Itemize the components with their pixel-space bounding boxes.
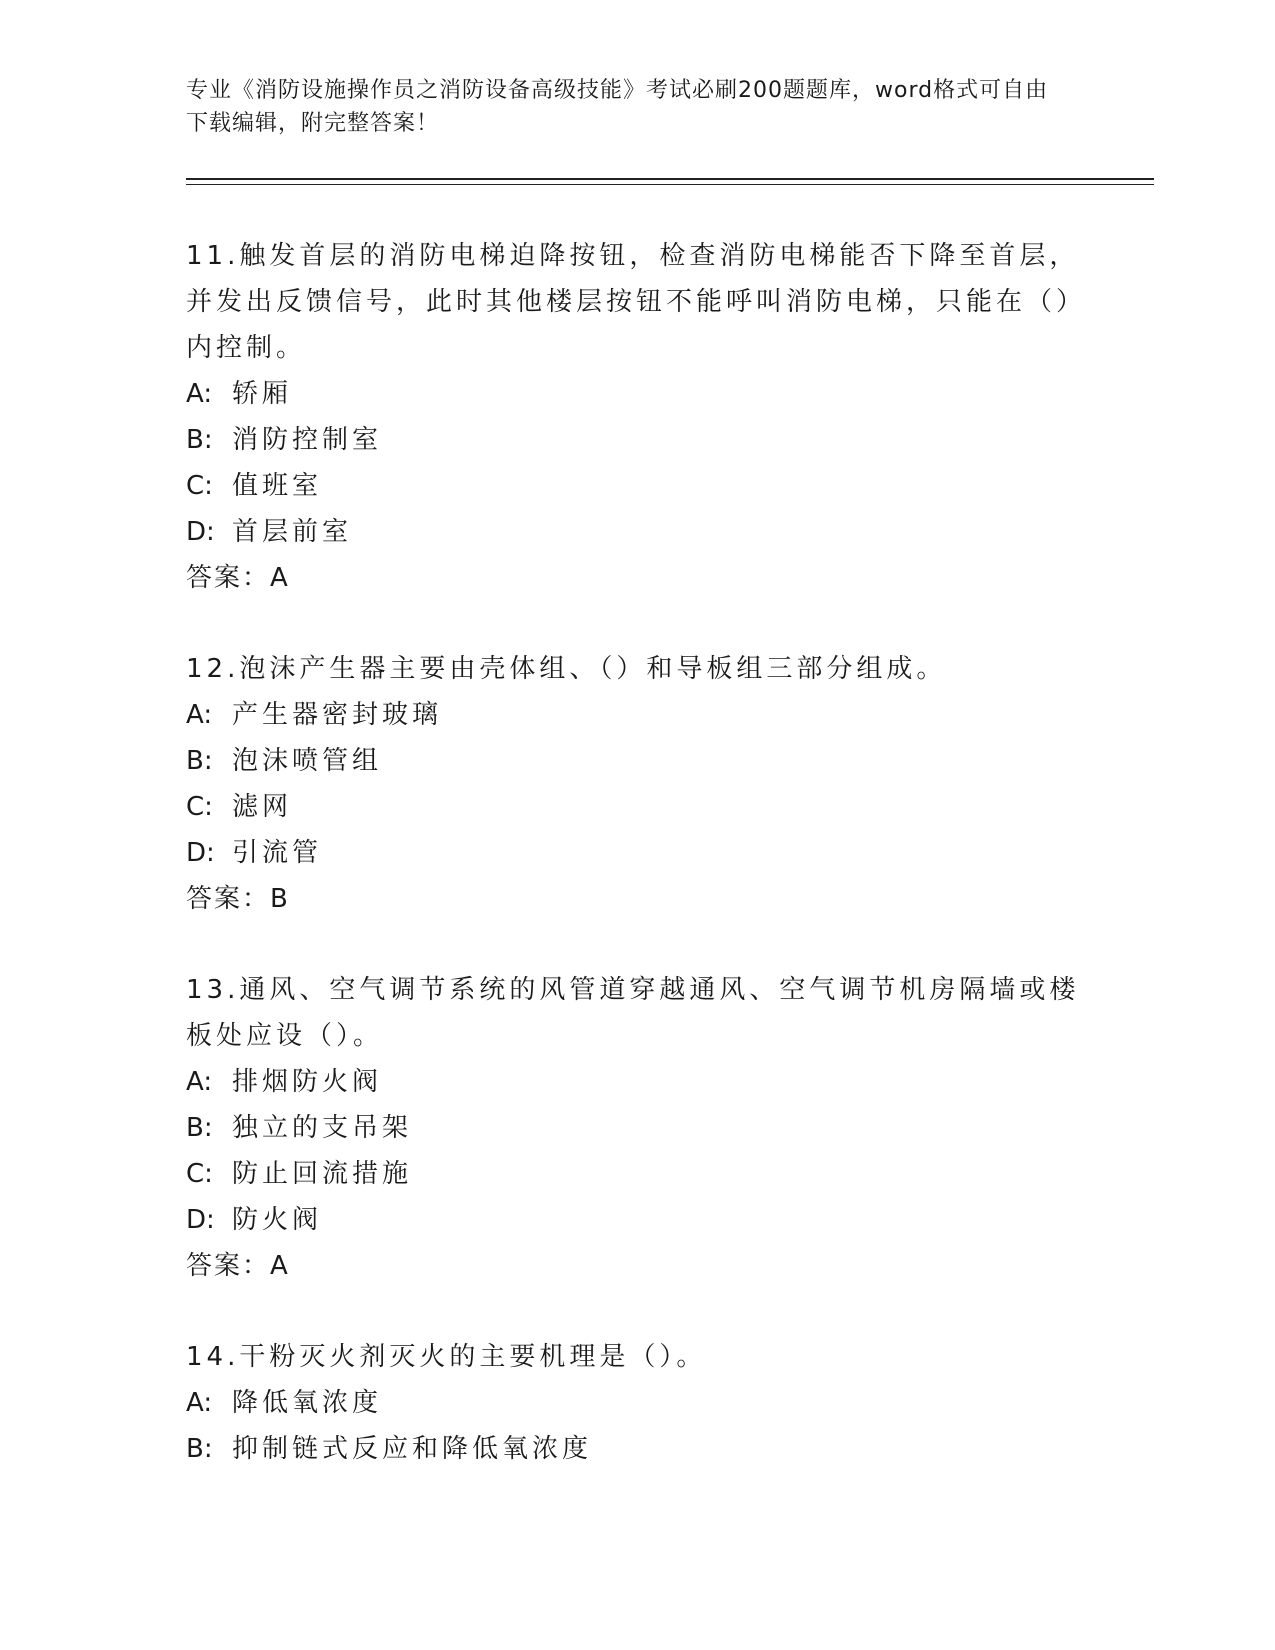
- option-text: 值班室: [232, 471, 323, 501]
- option-text: 防止回流措施: [232, 1159, 413, 1189]
- option-text: 降低氧浓度: [232, 1388, 383, 1418]
- option-text: 消防控制室: [232, 425, 383, 455]
- option-text: 泡沫喷管组: [232, 746, 383, 776]
- option-d: [186, 830, 1086, 876]
- option-label: C:: [186, 471, 213, 501]
- option-text: 产生器密封玻璃: [232, 700, 443, 730]
- question-text: 13.通风、空气调节系统的风管道穿越通风、空气调节机房隔墙或楼板处应设（）。: [186, 975, 1080, 1051]
- option-text: 首层前室: [232, 517, 353, 547]
- question-12: [186, 646, 1086, 922]
- option-a: [186, 1059, 1086, 1105]
- question-text: 14.干粉灭火剂灭火的主要机理是（）。: [186, 1342, 707, 1372]
- option-label: C:: [186, 1159, 213, 1189]
- option-label: B:: [186, 1434, 213, 1464]
- question-text: 12.泡沫产生器主要由壳体组、（）和导板组三部分组成。: [186, 654, 947, 684]
- option-label: D:: [186, 838, 215, 868]
- option-b: [186, 1426, 1086, 1472]
- option-c: [186, 1151, 1086, 1197]
- question-list: [186, 233, 1086, 1517]
- question-11: [186, 233, 1086, 601]
- option-d: [186, 509, 1086, 555]
- question-13: [186, 967, 1086, 1289]
- option-text: 排烟防火阀: [232, 1067, 383, 1097]
- option-label: B:: [186, 746, 213, 776]
- option-label: B:: [186, 1113, 213, 1143]
- option-a: [186, 692, 1086, 738]
- answer-line: 答案：A: [186, 563, 290, 593]
- option-b: [186, 738, 1086, 784]
- option-b: [186, 1105, 1086, 1151]
- question-14: [186, 1334, 1086, 1472]
- option-label: C:: [186, 792, 213, 822]
- option-text: 独立的支吊架: [232, 1113, 413, 1143]
- answer-line: 答案：A: [186, 1251, 290, 1281]
- option-label: A:: [186, 700, 213, 730]
- option-label: D:: [186, 517, 215, 547]
- option-label: A:: [186, 1388, 213, 1418]
- option-label: D:: [186, 1205, 215, 1235]
- option-a: [186, 1380, 1086, 1426]
- option-text: 轿厢: [232, 379, 293, 409]
- option-text: 引流管: [232, 838, 323, 868]
- answer-line: 答案：B: [186, 884, 290, 914]
- option-c: [186, 784, 1086, 830]
- document-header: 专业《消防设施操作员之消防设备高级技能》考试必刷200题题库，word格式可自由下载编辑，附完整答案！: [186, 78, 1049, 136]
- option-text: 滤网: [232, 792, 293, 822]
- option-d: [186, 1197, 1086, 1243]
- option-label: A:: [186, 1067, 213, 1097]
- option-label: A:: [186, 379, 213, 409]
- option-text: 防火阀: [232, 1205, 323, 1235]
- option-label: B:: [186, 425, 213, 455]
- option-a: [186, 371, 1086, 417]
- option-text: 抑制链式反应和降低氧浓度: [232, 1434, 593, 1464]
- question-text: 11.触发首层的消防电梯迫降按钮，检查消防电梯能否下降至首层，并发出反馈信号，此时其他楼层按钮不能呼叫消防电梯，只能在（）内控制。: [186, 241, 1087, 363]
- option-c: [186, 463, 1086, 509]
- option-b: [186, 417, 1086, 463]
- header-divider: [186, 178, 1154, 185]
